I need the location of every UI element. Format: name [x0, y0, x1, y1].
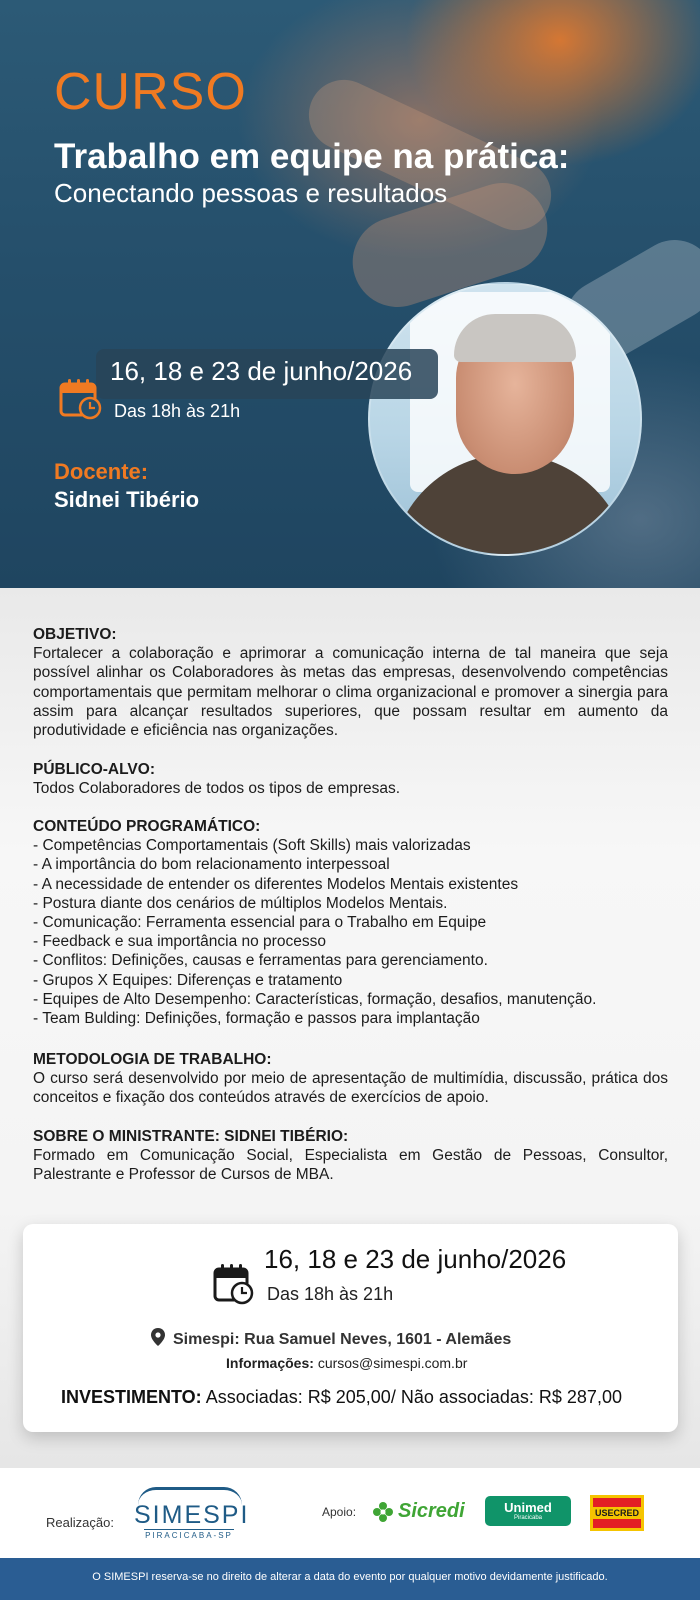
event-date: 16, 18 e 23 de junho/2026: [264, 1244, 567, 1274]
location-text: Simespi: Rua Samuel Neves, 1601 - Alemães: [173, 1330, 512, 1348]
docente-label: Docente:: [54, 459, 149, 484]
realizacao-label: Realização:: [46, 1515, 114, 1530]
simespi-logo: [134, 1485, 250, 1541]
course-title: Trabalho em equipe na prática:: [54, 137, 570, 176]
event-contact: [226, 1355, 467, 1371]
instructor-hair: [454, 314, 576, 362]
section-conteudo: [33, 817, 668, 1028]
location-pin-icon: [151, 1328, 165, 1351]
section-ministrante: [33, 1127, 668, 1185]
list-item: - Conflitos: Definições, causas e ferramentas para gerenciamento.: [33, 952, 488, 970]
content-list: [33, 836, 668, 1028]
section-body: Todos Colaboradores de todos os tipos de empresas.: [33, 780, 401, 798]
list-item: - Competências Comportamentais (Soft Skills) mais valorizadas: [33, 837, 471, 855]
apoio-label: Apoio:: [322, 1505, 357, 1519]
pricing-value: Associadas: R$ 205,00/ Não associadas: R$ 287,00: [205, 1387, 622, 1407]
list-item: - Team Bulding: Definições, formação e passos para implantação: [33, 1010, 480, 1028]
event-location: [151, 1328, 511, 1351]
simespi-logo-text: SIMESPI: [134, 1501, 250, 1529]
hero-hours: Das 18h às 21h: [114, 401, 241, 421]
list-item: - Comunicação: Ferramenta essencial para o Trabalho em Equipe: [33, 914, 487, 932]
disclaimer-text: O SIMESPI reserva-se no direito de alterar a data do evento por qualquer motivo devidamente justificado.: [92, 1571, 608, 1583]
sicredi-logo: [372, 1500, 465, 1523]
contact-email[interactable]: cursos@simespi.com.br: [317, 1355, 468, 1371]
section-body: Fortalecer a colaboração e aprimorar a comunicação interna de tal maneira que seja possível alinhar os Colaboradores às metas das empresas, desenvolvendo competências comportamentais que permitam melhorar o clima organizacional e promover a sinergia para assim para alcançar resultados superiores, que possam resultar em aumento da produtividade e eficiência nas organizações.: [33, 645, 668, 740]
calendar-clock-icon: [212, 1262, 254, 1311]
contact-label: Informações:: [226, 1355, 314, 1371]
event-pricing: [61, 1387, 622, 1408]
section-metodologia: [33, 1050, 668, 1108]
course-label: CURSO: [54, 63, 247, 121]
list-item: - Equipes de Alto Desempenho: Características, formação, desafios, manutenção.: [33, 990, 597, 1008]
calendar-clock-icon: [58, 377, 102, 426]
list-item: - A necessidade de entender os diferentes Modelos Mentais existentes: [33, 875, 519, 893]
section-publico-alvo: [33, 760, 668, 798]
section-title: PÚBLICO-ALVO:: [33, 761, 155, 778]
disclaimer-bar: [0, 1558, 700, 1600]
unimed-logo-text: Unimed: [504, 1500, 552, 1515]
sicredi-flower-icon: [372, 1501, 394, 1523]
section-body: O curso será desenvolvido por meio de apresentação de multimídia, discussão, prática dos conceitos e fixação dos conteúdos através de exercícios de apoio.: [33, 1070, 668, 1107]
section-title: METODOLOGIA DE TRABALHO:: [33, 1051, 272, 1068]
sponsors-footer: [0, 1468, 700, 1558]
sicredi-logo-text: Sicredi: [398, 1500, 465, 1522]
event-info-card: [23, 1224, 678, 1432]
section-title: OBJETIVO:: [33, 626, 117, 643]
list-item: - A importância do bom relacionamento interpessoal: [33, 856, 390, 874]
course-subtitle: Conectando pessoas e resultados: [54, 178, 448, 208]
docente-name: Sidnei Tibério: [54, 487, 200, 512]
unimed-logo: [485, 1496, 571, 1526]
list-item: - Feedback e sua importância no processo: [33, 933, 326, 951]
pricing-label: INVESTIMENTO:: [61, 1387, 202, 1407]
section-title: SOBRE O MINISTRANTE: SIDNEI TIBÉRIO:: [33, 1128, 349, 1145]
hero-banner: [0, 0, 700, 588]
simespi-logo-subtext: PIRACICABA-SP: [145, 1531, 233, 1540]
unimed-logo-subtext: Piracicaba: [513, 1515, 542, 1521]
instructor-photo: [368, 282, 642, 556]
usecred-logo: [590, 1495, 644, 1531]
list-item: - Grupos X Equipes: Diferenças e tratamento: [33, 971, 343, 989]
list-item: - Postura diante dos cenários de múltiplos Modelos Mentais.: [33, 894, 448, 912]
section-objetivo: [33, 625, 668, 740]
section-body: Formado em Comunicação Social, Especialista em Gestão de Pessoas, Consultor, Palestrante e Professor de Cursos de MBA.: [33, 1147, 668, 1184]
section-title: CONTEÚDO PROGRAMÁTICO:: [33, 818, 261, 835]
usecred-logo-text: USECRED: [595, 1508, 640, 1518]
event-hours: Das 18h às 21h: [267, 1284, 394, 1304]
hero-date: 16, 18 e 23 de junho/2026: [110, 356, 413, 386]
